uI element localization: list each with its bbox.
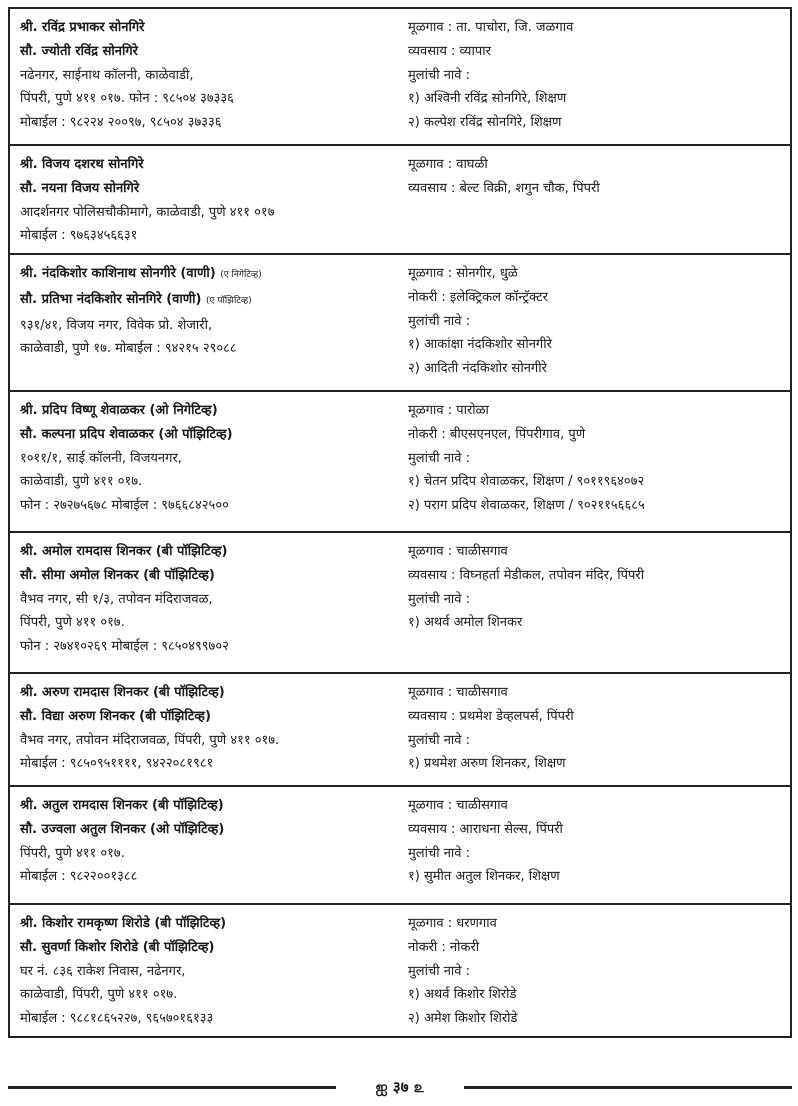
line-text: नढेनगर, साईनाथ कॉलनी, काळेवाडी,: [20, 67, 194, 83]
detail-line: [408, 611, 786, 635]
family-details-column: [408, 681, 786, 776]
detail-line: [408, 357, 786, 381]
line-text: सौ. ज्योती रविंद्र सोनगिरे: [20, 43, 138, 59]
contact-line: [20, 865, 392, 889]
line-text: २) अमेश किशोर शिरोडे: [408, 1011, 518, 1027]
line-text: १०११/१, साई कॉलनी, विजयनगर,: [20, 450, 182, 466]
contact-line: [20, 681, 392, 705]
contact-line: [20, 818, 392, 842]
blood-group-note: (ए पॉझिटिव्ह): [206, 295, 252, 306]
detail-line: [408, 399, 786, 423]
contact-line: [20, 540, 392, 564]
family-entry: [8, 146, 792, 255]
detail-line: [408, 111, 786, 135]
contact-line: [20, 635, 392, 659]
contact-line: [20, 1007, 392, 1031]
family-entry: [8, 9, 792, 146]
family-entry: [8, 533, 792, 674]
detail-line: [408, 540, 786, 564]
line-text: मुलांची नावे :: [408, 591, 471, 607]
line-text: १) अथर्व अमोल शिनकर: [408, 615, 523, 631]
detail-line: [408, 983, 786, 1007]
line-text: २) आदिती नंदकिशोर सोनगीरे: [408, 361, 547, 377]
detail-line: [408, 564, 786, 588]
family-entry: [8, 392, 792, 533]
line-text: व्यवसाय : व्यापार: [408, 43, 491, 59]
contact-line: [20, 494, 392, 518]
line-text: सौ. नयना विजय सोनगिरे: [20, 180, 140, 196]
family-details-column: [408, 16, 786, 135]
contact-line: [20, 262, 392, 288]
line-text: काळेवाडी, पुणे १७. मोबाईल : ९४२१५ २९०८८: [20, 341, 237, 357]
family-details-column: [408, 153, 786, 201]
detail-line: [408, 705, 786, 729]
contact-line: [20, 588, 392, 612]
contact-line: [20, 40, 392, 64]
family-contact-column: [20, 399, 392, 518]
family-entry: [8, 674, 792, 787]
line-text: मूळगाव : पारोळा: [408, 403, 489, 418]
family-contact-column: [20, 16, 392, 135]
line-text: मोबाईल : ९७६३४५६६३१: [20, 228, 138, 244]
line-text: वैभव नगर, तपोवन मंदिराजवळ, पिंपरी, पुणे ४११ ०१७.: [20, 732, 280, 748]
detail-line: [408, 794, 786, 818]
line-text: श्री. किशोर रामकृष्ण शिरोडे (बी पॉझिटिव्ह): [20, 916, 227, 931]
line-text: मुलांची नावे :: [408, 845, 471, 861]
contact-line: [20, 423, 392, 447]
detail-line: [408, 681, 786, 705]
line-text: मुलांची नावे :: [408, 313, 471, 329]
detail-line: [408, 286, 786, 310]
line-text: ९३१/४१, विजय नगर, विवेक प्रो. शेजारी,: [20, 317, 213, 333]
line-text: श्री. अरुण रामदास शिनकर (बी पॉझिटिव्ह): [20, 685, 225, 700]
line-text: मूळगाव : चाळीसगाव: [408, 685, 508, 700]
detail-line: [408, 177, 786, 201]
line-text: सौ. सीमा अमोल शिनकर (बी पॉझिटिव्ह): [20, 567, 215, 583]
line-text: व्यवसाय : आराधना सेल्स, पिंपरी: [408, 821, 563, 837]
line-text: फोन : २७४१०२६९ मोबाईल : ९८५०४९९७०२: [20, 639, 229, 655]
line-text: १) सुमीत अतुल शिनकर, शिक्षण: [408, 869, 560, 885]
detail-line: [408, 494, 786, 518]
contact-line: [20, 794, 392, 818]
line-text: नोकरी : नोकरी: [408, 939, 480, 955]
detail-line: [408, 310, 786, 334]
line-text: पिंपरी, पुणे ४११ ०१७. फोन : ९८५०४ ३७३३६: [20, 91, 234, 107]
detail-line: [408, 752, 786, 776]
detail-line: [408, 87, 786, 111]
contact-line: [20, 447, 392, 471]
line-text: २) पराग प्रदिप शेवाळकर, शिक्षण / ९०२११५६६८५: [408, 498, 645, 514]
line-text: पिंपरी, पुणे ४११ ०१७.: [20, 615, 125, 631]
line-text: मोबाईल : ९८५०९५११११, ९४२२०८१९८१: [20, 756, 214, 772]
footer-rule-right: [464, 1086, 792, 1089]
line-text: मुलांची नावे :: [408, 67, 471, 83]
footer-rule-left: [8, 1086, 336, 1089]
line-text: व्यवसाय : बेल्ट विक्री, शगुन चौक, पिंपरी: [408, 180, 600, 196]
line-text: १) अथर्व किशोर शिरोडे: [408, 987, 517, 1003]
detail-line: [408, 936, 786, 960]
contact-line: [20, 288, 392, 314]
line-text: मूळगाव : वाघळी: [408, 157, 488, 172]
line-text: १) आकांक्षा नंदकिशोर सोनगीरे: [408, 337, 552, 353]
line-text: सौ. विद्या अरुण शिनकर (बी पॉझिटिव्ह): [20, 708, 211, 724]
contact-line: [20, 87, 392, 111]
contact-line: [20, 729, 392, 753]
detail-line: [408, 40, 786, 64]
line-text: पिंपरी, पुणे ४११ ०१७.: [20, 845, 125, 861]
detail-line: [408, 912, 786, 936]
line-text: मूळगाव : चाळीसगाव: [408, 798, 508, 813]
contact-line: [20, 201, 392, 225]
contact-line: [20, 912, 392, 936]
line-text: १) अश्विनी रविंद्र सोनगिरे, शिक्षण: [408, 91, 567, 107]
line-text: श्री. अमोल रामदास शिनकर (बी पॉझिटिव्ह): [20, 544, 228, 559]
family-entry: [8, 255, 792, 392]
line-text: मोबाईल : ९८२२४ २००९७, ९८५०४ ३७३३६: [20, 115, 222, 131]
contact-line: [20, 842, 392, 866]
line-text: व्यवसाय : विघ्नहर्ता मेडीकल, तपोवन मंदिर, पिंपरी: [408, 567, 645, 583]
detail-line: [408, 729, 786, 753]
detail-line: [408, 423, 786, 447]
line-text: श्री. विजय दशरथ सोनगिरे: [20, 157, 144, 172]
line-text: नोकरी : बीएसएनएल, पिंपरीगाव, पुणे: [408, 426, 586, 442]
line-text: मूळगाव : सोनगीर, धुळे: [408, 266, 518, 281]
contact-line: [20, 752, 392, 776]
family-entry: [8, 905, 792, 1038]
line-text: घर नं. ८३६ राकेश निवास, नढेनगर,: [20, 963, 186, 979]
family-entry: [8, 787, 792, 905]
family-details-column: [408, 540, 786, 635]
line-text: १) प्रथमेश अरुण शिनकर, शिक्षण: [408, 756, 566, 772]
family-directory: [8, 7, 792, 1038]
contact-line: [20, 470, 392, 494]
detail-line: [408, 64, 786, 88]
contact-line: [20, 983, 392, 1007]
line-text: वैभव नगर, सी १/३, तपोवन मंदिराजवळ,: [20, 591, 213, 607]
family-details-column: [408, 912, 786, 1031]
line-text: श्री. प्रदिप विष्णू शेवाळकर (ओ निगेटिव्ह): [20, 403, 218, 418]
family-contact-column: [20, 262, 392, 361]
contact-line: [20, 224, 392, 248]
line-text: श्री. नंदकिशोर काशिनाथ सोनगीरे (वाणी): [20, 266, 216, 281]
line-text: नोकरी : इलेक्ट्रिकल कॉन्ट्रॅक्टर: [408, 289, 548, 305]
contact-line: [20, 64, 392, 88]
page-number: ஐ ३७ ௨: [375, 1078, 425, 1096]
line-text: मूळगाव : धरणगाव: [408, 916, 497, 931]
detail-line: [408, 333, 786, 357]
detail-line: [408, 262, 786, 286]
contact-line: [20, 337, 392, 361]
detail-line: [408, 842, 786, 866]
line-text: १) चेतन प्रदिप शेवाळकर, शिक्षण / ९०११९६४०७२: [408, 474, 645, 490]
line-text: सौ. कल्पना प्रदिप शेवाळकर (ओ पॉझिटिव्ह): [20, 426, 233, 442]
page-footer: [8, 1076, 792, 1100]
family-contact-column: [20, 153, 392, 248]
detail-line: [408, 447, 786, 471]
family-contact-column: [20, 794, 392, 889]
contact-line: [20, 936, 392, 960]
detail-line: [408, 960, 786, 984]
detail-line: [408, 16, 786, 40]
contact-line: [20, 960, 392, 984]
line-text: श्री. अतुल रामदास शिनकर (बी पॉझिटिव्ह): [20, 798, 224, 813]
line-text: मुलांची नावे :: [408, 963, 471, 979]
family-contact-column: [20, 540, 392, 659]
contact-line: [20, 611, 392, 635]
line-text: व्यवसाय : प्रथमेश डेव्हलपर्स, पिंपरी: [408, 708, 574, 724]
line-text: सौ. प्रतिभा नंदकिशोर सोनगिरे (वाणी): [20, 291, 202, 307]
detail-line: [408, 1007, 786, 1031]
family-details-column: [408, 399, 786, 518]
detail-line: [408, 818, 786, 842]
detail-line: [408, 153, 786, 177]
line-text: सौ. सुवर्णा किशोर शिरोडे (बी पॉझिटिव्ह): [20, 939, 215, 955]
contact-line: [20, 153, 392, 177]
line-text: मोबाईल : ९८८१८६५२२७, ९६५७०१६१३३: [20, 1011, 214, 1027]
blood-group-note: (ए निगेटिव्ह): [220, 270, 262, 280]
line-text: मूळगाव : ता. पाचोरा, जि. जळगाव: [408, 20, 574, 35]
contact-line: [20, 16, 392, 40]
contact-line: [20, 177, 392, 201]
line-text: फोन : २७२७५६७८ मोबाईल : ९७६६८४२५००: [20, 498, 229, 514]
line-text: काळेवाडी, पिंपरी, पुणे ४११ ०१७.: [20, 987, 178, 1003]
line-text: श्री. रविंद्र प्रभाकर सोनगिरे: [20, 20, 145, 35]
line-text: मोबाईल : ९८२२००१३८८: [20, 869, 138, 885]
contact-line: [20, 314, 392, 338]
line-text: आदर्शनगर पोलिसचौकीमागे, काळेवाडी, पुणे ४११ ०१७: [20, 204, 275, 220]
family-details-column: [408, 794, 786, 889]
detail-line: [408, 588, 786, 612]
line-text: काळेवाडी, पुणे ४११ ०१७.: [20, 474, 143, 490]
contact-line: [20, 399, 392, 423]
line-text: २) कल्पेश रविंद्र सोनगिरे, शिक्षण: [408, 115, 562, 131]
family-contact-column: [20, 681, 392, 776]
line-text: मुलांची नावे :: [408, 450, 471, 466]
contact-line: [20, 705, 392, 729]
detail-line: [408, 865, 786, 889]
line-text: मुलांची नावे :: [408, 732, 471, 748]
line-text: सौ. उज्वला अतुल शिनकर (ओ पॉझिटिव्ह): [20, 821, 225, 837]
contact-line: [20, 111, 392, 135]
detail-line: [408, 470, 786, 494]
family-contact-column: [20, 912, 392, 1031]
contact-line: [20, 564, 392, 588]
family-details-column: [408, 262, 786, 381]
line-text: मूळगाव : चाळीसगाव: [408, 544, 508, 559]
